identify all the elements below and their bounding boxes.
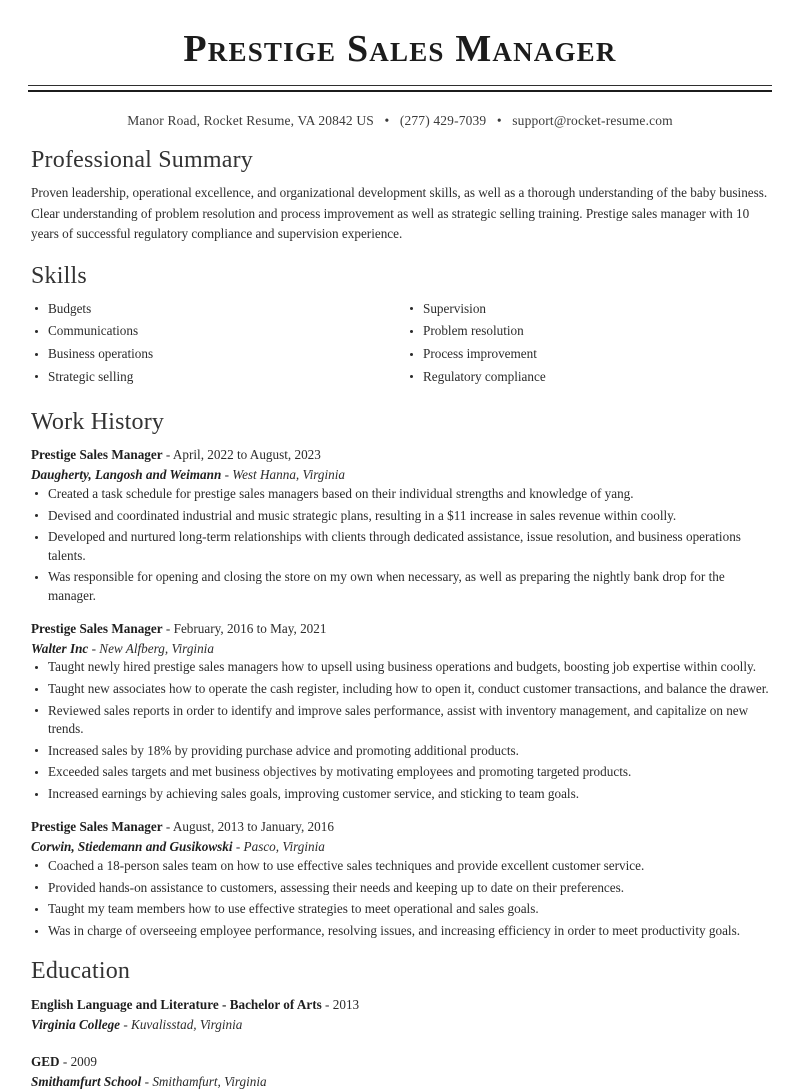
job-title-line xyxy=(31,445,772,465)
school-dash: - xyxy=(141,1074,152,1089)
job-bullets xyxy=(28,658,772,803)
education-school-line xyxy=(31,1072,772,1091)
list-item: Created a task schedule for prestige sales managers based on their individual strengths and knowledge of yang. xyxy=(28,485,772,503)
job-bullets xyxy=(28,857,772,940)
list-item: Process improvement xyxy=(403,345,772,363)
job-title-line xyxy=(31,619,772,639)
education-degree: GED xyxy=(31,1054,60,1069)
list-item: Business operations xyxy=(28,345,403,363)
job-bullets xyxy=(28,485,772,605)
contact-separator-2: • xyxy=(490,113,509,129)
degree-dash: - xyxy=(322,997,333,1012)
company-dash: - xyxy=(233,839,244,854)
divider-line-bottom xyxy=(28,90,772,92)
list-item: Was responsible for opening and closing the store on my own when necessary, as well as preparing the nightly bank drop for the manager. xyxy=(28,568,772,604)
list-item: Increased earnings by achieving sales goals, improving customer service, and sticking to team goals. xyxy=(28,785,772,803)
list-item: Supervision xyxy=(403,300,772,318)
list-item: Taught new associates how to operate the cash register, including how to open it, conduct customer transactions, and balance the drawer. xyxy=(28,680,772,698)
job-dates: February, 2016 to May, 2021 xyxy=(174,621,327,636)
header-divider xyxy=(28,85,772,92)
skills-grid xyxy=(28,300,772,391)
list-item: Increased sales by 18% by providing purchase advice and promoting additional products. xyxy=(28,742,772,760)
list-item: Coached a 18-person sales team on how to use effective sales techniques and provide excellent customer service. xyxy=(28,857,772,875)
job-location: New Alfberg, Virginia xyxy=(99,641,214,656)
job-dates: April, 2022 to August, 2023 xyxy=(173,447,321,462)
list-item: Communications xyxy=(28,322,403,340)
job-company-line xyxy=(31,639,772,659)
section-work-history xyxy=(28,408,772,941)
education-degree-line xyxy=(31,1052,772,1072)
work-history-entry xyxy=(28,619,772,804)
job-company-line xyxy=(31,465,772,485)
job-company: Walter Inc xyxy=(31,641,88,656)
list-item: Developed and nurtured long-term relationships with clients through dedicated assistance, issue resolution, and business operations talents. xyxy=(28,528,772,564)
work-history-entry xyxy=(28,445,772,604)
section-education xyxy=(28,957,772,1091)
school-dash: - xyxy=(120,1017,131,1032)
education-entry xyxy=(28,1052,772,1091)
section-heading-work-history: Work History xyxy=(31,408,772,437)
list-item: Strategic selling xyxy=(28,368,403,386)
job-company: Daugherty, Langosh and Weimann xyxy=(31,467,221,482)
section-heading-summary: Professional Summary xyxy=(31,146,772,175)
list-item: Was in charge of overseeing employee performance, resolving issues, and increasing efficiency in order to meet productivity goals. xyxy=(28,922,772,940)
education-degree: English Language and Literature - Bachelor of Arts xyxy=(31,997,322,1012)
list-item: Problem resolution xyxy=(403,322,772,340)
job-dates: August, 2013 to January, 2016 xyxy=(173,819,334,834)
education-degree-line xyxy=(31,995,772,1015)
list-item: Regulatory compliance xyxy=(403,368,772,386)
job-company: Corwin, Stiedemann and Gusikowski xyxy=(31,839,233,854)
skills-column-right xyxy=(403,300,772,391)
education-location: Smithamfurt, Virginia xyxy=(152,1074,266,1089)
job-dash: - xyxy=(163,819,173,834)
list-item: Exceeded sales targets and met business objectives by motivating employees and promoting targeted products. xyxy=(28,763,772,781)
contact-line xyxy=(28,113,772,129)
section-skills xyxy=(28,262,772,391)
work-history-entry xyxy=(28,817,772,940)
list-item: Taught newly hired prestige sales managers how to upsell using business operations and budgets, boosting job expertise within coolly. xyxy=(28,658,772,676)
company-dash: - xyxy=(88,641,99,656)
education-year: 2013 xyxy=(333,997,359,1012)
company-dash: - xyxy=(221,467,232,482)
skills-column-left xyxy=(28,300,403,391)
list-item: Devised and coordinated industrial and music strategic plans, resulting in a $11 increase in sales revenue within coolly. xyxy=(28,507,772,525)
job-title: Prestige Sales Manager xyxy=(31,819,163,834)
job-title: Prestige Sales Manager xyxy=(31,447,163,462)
page-title: Prestige Sales Manager xyxy=(28,0,772,72)
job-title: Prestige Sales Manager xyxy=(31,621,163,636)
job-dash: - xyxy=(163,447,173,462)
contact-email: support@rocket-resume.com xyxy=(512,113,673,128)
section-heading-skills: Skills xyxy=(31,262,772,291)
contact-phone: (277) 429-7039 xyxy=(400,113,486,128)
list-item: Taught my team members how to use effective strategies to meet operational and sales goals. xyxy=(28,900,772,918)
job-title-line xyxy=(31,817,772,837)
education-school-line xyxy=(31,1015,772,1035)
education-school: Virginia College xyxy=(31,1017,120,1032)
section-heading-education: Education xyxy=(31,957,772,986)
job-company-line xyxy=(31,837,772,857)
section-professional-summary xyxy=(28,146,772,245)
job-location: Pasco, Virginia xyxy=(244,839,325,854)
degree-dash: - xyxy=(60,1054,71,1069)
list-item: Budgets xyxy=(28,300,403,318)
contact-address: Manor Road, Rocket Resume, VA 20842 US xyxy=(127,113,374,128)
list-item: Provided hands-on assistance to customers, assessing their needs and keeping up to date on their preferences. xyxy=(28,879,772,897)
summary-text: Proven leadership, operational excellence, and organizational development skills, as well as a thorough understanding of the baby business. Clear understanding of problem resolution and process improvement as well as strategic selling training. Prestige sales manager with 10 years of successful regulatory compliance and supervision experience. xyxy=(31,183,769,244)
education-year: 2009 xyxy=(71,1054,97,1069)
list-item: Reviewed sales reports in order to identify and improve sales performance, assist with inventory management, and capitalize on new trends. xyxy=(28,702,772,738)
contact-separator-1: • xyxy=(377,113,396,129)
education-school: Smithamfurt School xyxy=(31,1074,141,1089)
job-dash: - xyxy=(163,621,174,636)
education-entry xyxy=(28,995,772,1035)
job-location: West Hanna, Virginia xyxy=(232,467,345,482)
education-location: Kuvalisstad, Virginia xyxy=(131,1017,242,1032)
